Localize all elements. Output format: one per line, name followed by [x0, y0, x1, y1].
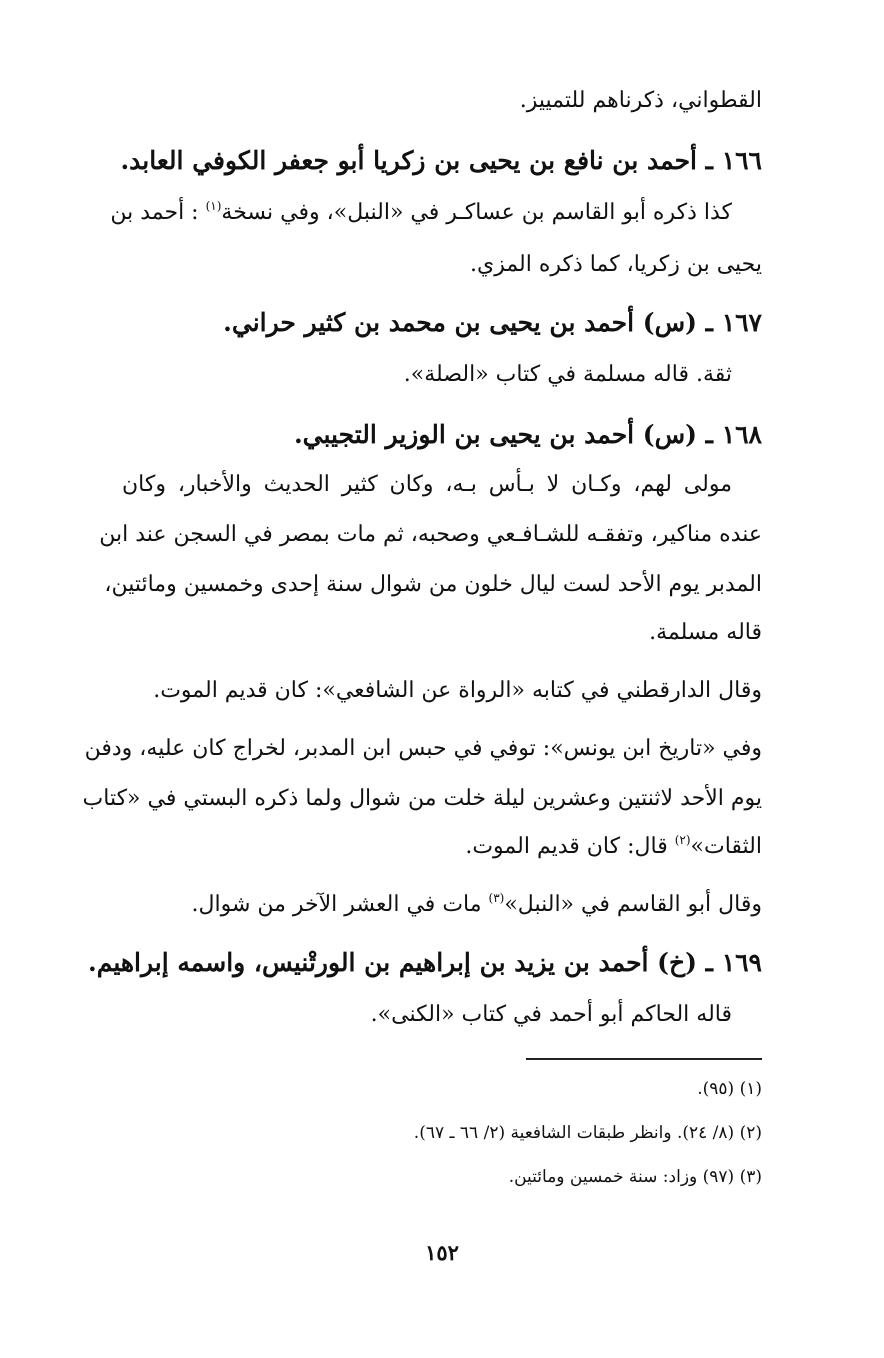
text-line: الثقات»$^{(٢)}$ قال: كان قديم الموت.: [465, 833, 762, 859]
footnote: (١) (٩٥).: [697, 1079, 762, 1099]
text-line: القطواني، ذكرناهم للتمييز.: [519, 88, 762, 113]
entry-heading-169: ١٦٩ ـ (خ) أحمد بن يزيد بن إبراهيم بن الورتْنيس، واسمه إبراهيم.: [87, 948, 762, 977]
text-line: وقال أبو القاسم في «النبل»$^{(٣)}$ مات في العشر الآخر من شوال.: [191, 891, 762, 917]
text-line: قاله مسلمة.: [649, 620, 762, 645]
text-line: ثقة. قاله مسلمة في كتاب «الصلة».: [403, 362, 732, 387]
text-line: وفي «تاريخ ابن يونس»: توفي في حبس ابن المدبر، لخراج كان عليه، ودفن: [84, 736, 762, 761]
entry-heading-167: ١٦٧ ـ (س) أحمد بن يحيى بن محمد بن كثير حراني.: [223, 308, 762, 337]
text-line: يوم الأحد لاثنتين وعشرين ليلة خلت من شوال ولما ذكره البستي في «كتاب: [82, 786, 762, 811]
text-line: عنده مناكير، وتفقـه للشـافـعي وصحبه، ثم مات بمصر في السجن عند ابن: [99, 522, 762, 547]
footnote-ref: (٢): [674, 833, 691, 847]
entry-heading-168: ١٦٨ ـ (س) أحمد بن يحيى بن الوزير التجيبي.: [293, 420, 762, 449]
text-line: وقال الدارقطني في كتابه «الرواة عن الشافعي»: كان قديم الموت.: [153, 678, 762, 703]
text-line: قاله الحاكم أبو أحمد في كتاب «الكنى».: [370, 1002, 732, 1027]
footnote-ref: (١): [205, 199, 222, 213]
footnote-divider: [526, 1058, 762, 1060]
text-line: المدبر يوم الأحد لست ليال خلون من شوال سنة إحدى وخمسين ومائتين،: [104, 572, 762, 597]
text-line: مولى لهم، وكـان لا بـأس بـه، وكان كثير الحديث والأخبار، وكان: [122, 472, 732, 497]
text-line: يحيى بن زكريا، كما ذكره المزي.: [469, 252, 762, 277]
entry-heading-166: ١٦٦ ـ أحمد بن نافع بن يحيى بن زكريا أبو جعفر الكوفي العابد.: [120, 146, 762, 175]
footnote: (٣) (٩٧) وزاد: سنة خمسين ومائتين.: [508, 1167, 762, 1187]
footnote: (٢) (٨/ ٢٤). وانظر طبقات الشافعية (٢/ ٦٦ ـ ٦٧).: [413, 1123, 762, 1143]
page-number: ١٥٢: [425, 1240, 459, 1265]
text-line: كذا ذكره أبو القاسم بن عساكـر في «النبل»، وفي نسخة$^{(١)}$ : أحمد بن: [110, 199, 732, 225]
footnote-ref: (٣): [488, 891, 505, 905]
